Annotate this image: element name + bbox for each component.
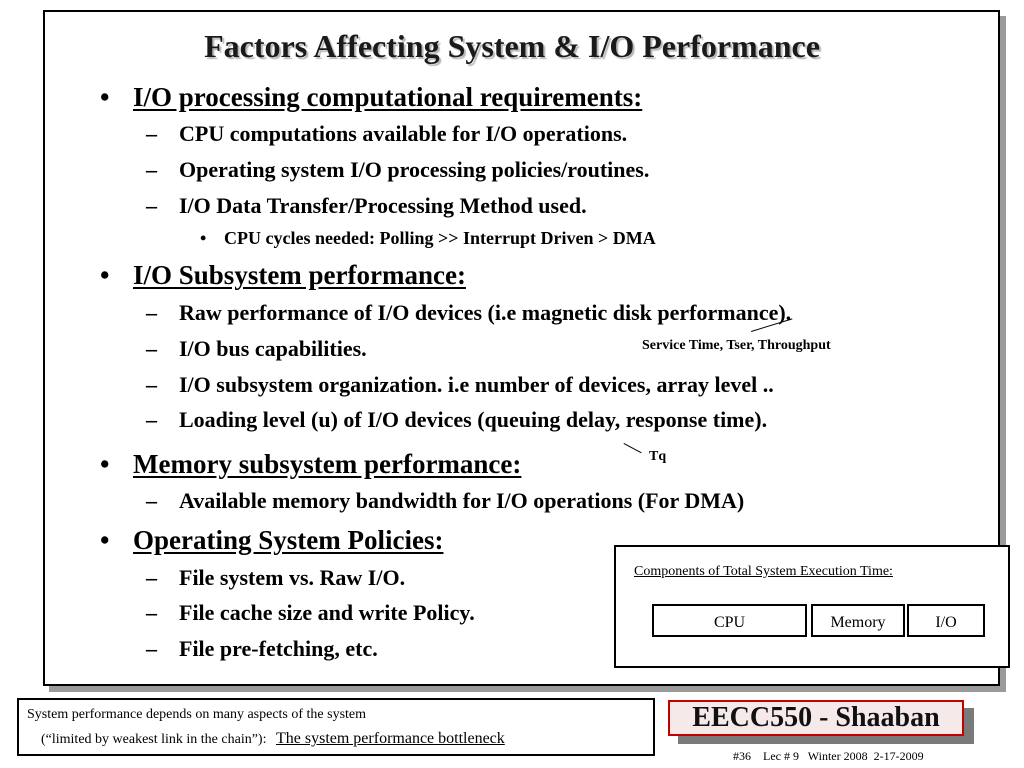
section-heading-io-subsystem: • I/O Subsystem performance: <box>100 260 466 290</box>
course-label: EECC550 - Shaaban <box>668 700 964 736</box>
slide-title: Factors Affecting System & I/O Performance <box>204 28 820 64</box>
list-item: – Raw performance of I/O devices (i.e magnetic disk performance). <box>146 300 792 325</box>
component-io: I/O <box>907 604 985 637</box>
execution-time-title: Components of Total System Execution Time: <box>634 564 893 579</box>
dash-icon: – <box>146 372 157 397</box>
section-heading-memory: • Memory subsystem performance: <box>100 449 522 479</box>
bullet-icon: • <box>100 525 110 555</box>
bullet-icon: • <box>100 260 110 290</box>
list-item: – I/O Data Transfer/Processing Method used. <box>146 193 587 218</box>
list-item: – File system vs. Raw I/O. <box>146 565 406 590</box>
summary-box <box>17 698 655 756</box>
dash-icon: – <box>146 565 157 590</box>
list-item: – CPU computations available for I/O operations. <box>146 121 628 146</box>
dash-icon: – <box>146 121 157 146</box>
list-item: – Available memory bandwidth for I/O operations (For DMA) <box>146 488 745 513</box>
summary-line-1: System performance depends on many aspects of the system <box>27 707 367 722</box>
dash-icon: – <box>146 636 157 661</box>
sub-list-item: • CPU cycles needed: Polling >> Interrupt Driven > DMA <box>200 228 656 248</box>
slide-footer: #36 Lec # 9 Winter 2008 2-17-2009 <box>733 749 924 763</box>
list-item: – File pre-fetching, etc. <box>146 636 378 661</box>
dash-icon: – <box>146 157 157 182</box>
annotation-tq: Tq <box>649 449 667 464</box>
component-cpu: CPU <box>652 604 807 637</box>
list-item: – Operating system I/O processing policies/routines. <box>146 157 650 182</box>
bullet-icon: • <box>100 82 110 112</box>
section-heading-io-processing: • I/O processing computational requirements: <box>100 82 643 112</box>
list-item: – I/O subsystem organization. i.e number of devices, array level .. <box>146 372 774 397</box>
dash-icon: – <box>146 300 157 325</box>
dash-icon: – <box>146 407 157 432</box>
dash-icon: – <box>146 336 157 361</box>
list-item: – Loading level (u) of I/O devices (queuing delay, response time). <box>146 407 768 432</box>
course-label-wrap <box>668 700 974 744</box>
annotation-service-time: Service Time, Tser, Throughput <box>642 338 831 353</box>
dash-icon: – <box>146 193 157 218</box>
bottleneck-emphasis: The system performance bottleneck <box>275 730 505 747</box>
section-heading-os-policies: • Operating System Policies: <box>100 525 444 555</box>
dash-icon: – <box>146 488 157 513</box>
dash-icon: – <box>146 600 157 625</box>
bullet-icon: • <box>100 449 110 479</box>
summary-line-2: (“limited by weakest link in the chain”): The system performance bottleneck <box>41 730 505 747</box>
bullet-icon: • <box>200 228 207 248</box>
component-memory: Memory <box>811 604 905 637</box>
list-item: – File cache size and write Policy. <box>146 600 475 625</box>
execution-time-box <box>614 545 1010 668</box>
list-item: – I/O bus capabilities. <box>146 336 367 361</box>
